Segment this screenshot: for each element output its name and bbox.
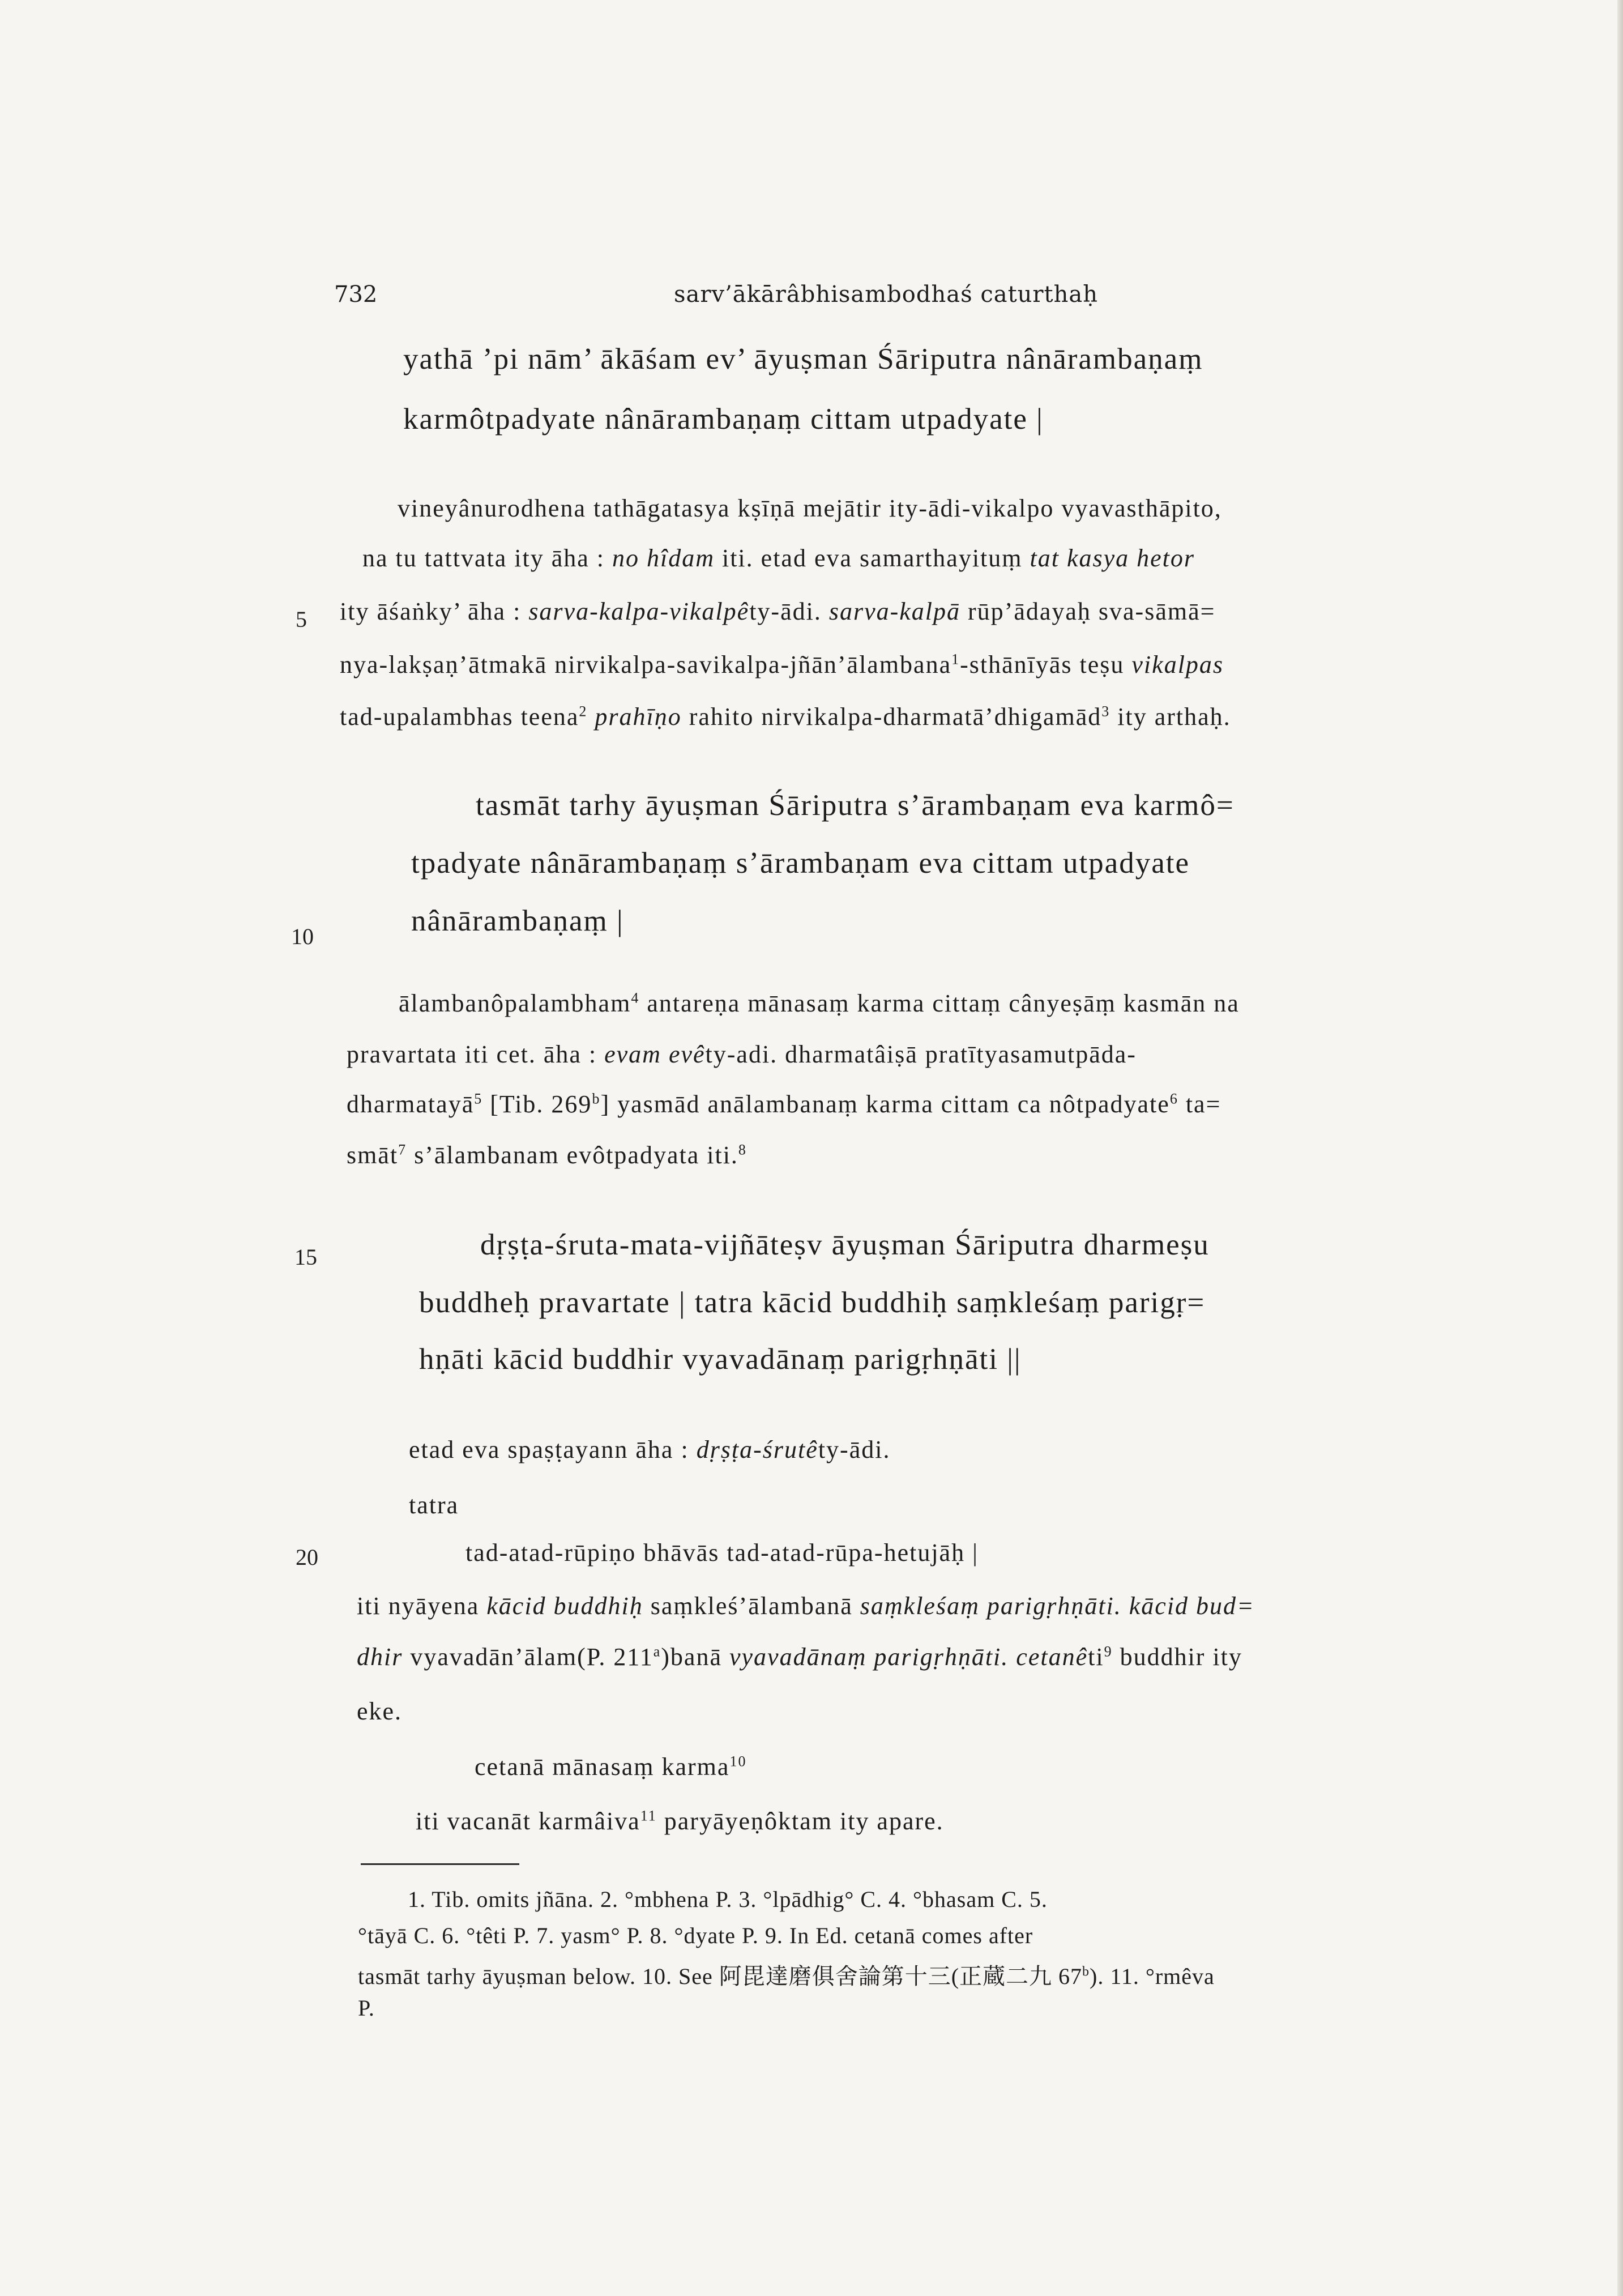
- footnote-ref: 8: [738, 1141, 747, 1158]
- commentary-line: [340, 597, 1215, 626]
- commentary-text: smāt: [347, 1141, 399, 1169]
- commentary-italic: tat kasya hetor: [1030, 544, 1195, 572]
- footnote-text: °tāyā C. 6. °têti P. 7. yasm° P. 8. °dyate P. 9. In Ed. cetanā comes after: [358, 1923, 1033, 1948]
- footnote-text: tasmāt tarhy āyuṣman below. 10. See 阿毘達磨俱舍論第十三(正蔵二九 67: [358, 1964, 1083, 1989]
- commentary-text: ta=: [1185, 1090, 1221, 1118]
- commentary-text: ity āśaṅky’ āha :: [340, 598, 522, 625]
- commentary-line: [399, 989, 1240, 1018]
- commentary-text: pravartata iti cet. āha :: [347, 1040, 597, 1068]
- page-number: 732: [334, 281, 378, 308]
- sutra-line: [476, 788, 1235, 822]
- commentary-italic: vyavadānaṃ parigṛhṇāti.: [729, 1643, 1009, 1671]
- commentary-text: )banā: [661, 1643, 722, 1671]
- sutra-line: [403, 402, 1044, 436]
- commentary-line: [362, 544, 1195, 573]
- commentary-line: [347, 1141, 747, 1170]
- footnote-ref: 11: [640, 1807, 657, 1824]
- commentary-line: [357, 1697, 402, 1726]
- commentary-text: iṣā pratītyasamutpāda-: [886, 1040, 1137, 1068]
- footnote-text: 1. Tib. omits jñāna. 2. °mbhena P. 3. °lpādhig° C. 4. °bhasam C. 5.: [408, 1887, 1048, 1912]
- commentary-text: vyavadān’ālam(P. 211: [410, 1643, 654, 1671]
- footnote-text: P.: [358, 1995, 375, 2021]
- commentary-italic: no hîdam: [612, 544, 715, 572]
- commentary-text: ty-ādi.: [818, 1436, 891, 1463]
- commentary-italic: kācid bud=: [1129, 1592, 1255, 1620]
- commentary-text: tad-upalambhas teena: [340, 703, 579, 731]
- footnote-ref: 7: [398, 1141, 407, 1158]
- sutra-text: dṛṣṭa-śruta-mata-vijñāteṣv āyuṣman Śāriputra dharmeṣu: [480, 1228, 1210, 1261]
- sutra-text: karmôtpadyate nânārambaṇaṃ cittam utpadyate |: [403, 403, 1044, 436]
- footnote-ref: 5: [474, 1090, 483, 1107]
- commentary-line: [357, 1642, 1242, 1671]
- commentary-text: buddhir ity: [1120, 1643, 1242, 1671]
- footnote-ref: 9: [1104, 1643, 1113, 1660]
- commentary-text: s’ālambanam evôtpadyata iti.: [414, 1141, 738, 1169]
- commentary-italic: dṛṣṭa-śrutê: [696, 1436, 818, 1463]
- commentary-text: eke.: [357, 1697, 403, 1725]
- commentary-italic: kācid buddhiḥ: [486, 1592, 643, 1620]
- commentary-text: rūp’ādayaḥ sva-sāmā=: [968, 598, 1216, 625]
- folio-side: b: [1082, 1964, 1090, 1979]
- header-title: sarv’ākārâbhisambodhaś caturthaḥ: [674, 281, 1098, 308]
- commentary-italic: saṃkleśaṃ parigṛhṇāti.: [860, 1592, 1122, 1620]
- footnote-rule: [361, 1863, 519, 1865]
- commentary-text: etad eva spaṣṭayann āha :: [409, 1436, 689, 1463]
- footnote-ref: 3: [1101, 703, 1111, 720]
- commentary-text: cetanā mānasaṃ karma: [475, 1753, 730, 1781]
- sutra-text: hṇāti kācid buddhir vyavadānaṃ parigṛhṇāti ||: [419, 1343, 1022, 1376]
- footnote-text: ). 11. °rmêva: [1090, 1964, 1215, 1989]
- sutra-line: [480, 1228, 1210, 1262]
- line-number: 10: [291, 924, 314, 949]
- commentary-text: ity arthaḥ.: [1117, 703, 1231, 731]
- commentary-italic: dhir: [357, 1643, 403, 1671]
- commentary-text: saṃkleś’ālambanā: [650, 1592, 853, 1620]
- footnote-ref: 6: [1169, 1090, 1178, 1107]
- footnote-line: [358, 1922, 1033, 1949]
- sutra-line: [403, 342, 1203, 376]
- commentary-italic: cetanê: [1016, 1643, 1088, 1671]
- commentary-text: ty-adi. dharmatâ: [705, 1040, 887, 1068]
- commentary-text: [Tib. 269: [490, 1090, 592, 1118]
- commentary-text: -sthānīyās teṣu: [960, 651, 1125, 678]
- footnote-line: [358, 1995, 375, 2021]
- sutra-text: buddheḥ pravartate | tatra kācid buddhiḥ saṃkleśaṃ parigṛ=: [419, 1286, 1206, 1319]
- commentary-line: [416, 1807, 944, 1836]
- commentary-text: na tu tattvata ity āha :: [362, 544, 605, 572]
- sutra-line: [411, 846, 1190, 880]
- folio-side: a: [653, 1643, 661, 1660]
- commentary-text: iti nyāyena: [357, 1592, 480, 1620]
- commentary-text: ti: [1088, 1643, 1104, 1671]
- sutra-text: nânārambaṇaṃ |: [411, 904, 624, 937]
- commentary-italic: sarva-kalpa-vikalpê: [528, 598, 750, 625]
- folio-side: b: [592, 1090, 601, 1107]
- commentary-line: [465, 1538, 979, 1567]
- sutra-line: [411, 904, 624, 938]
- sutra-line: [419, 1286, 1205, 1320]
- commentary-italic: evam evê: [604, 1040, 706, 1068]
- commentary-line: [340, 702, 1231, 731]
- line-number: 5: [296, 607, 307, 632]
- commentary-text: iti. etad eva samarthayituṃ: [721, 544, 1023, 572]
- sutra-line: [419, 1342, 1021, 1376]
- running-header: [334, 281, 1444, 321]
- commentary-text: ] yasmād anālambanaṃ karma cittam ca nôtpadyate: [600, 1090, 1170, 1118]
- commentary-line: [357, 1591, 1255, 1620]
- commentary-text: paryāyeṇôktam ity apare.: [664, 1807, 944, 1835]
- line-number: 15: [294, 1244, 317, 1270]
- commentary-line: [475, 1752, 746, 1781]
- commentary-text: tad-atad-rūpiṇo bhāvās tad-atad-rūpa-hetujāḥ |: [465, 1539, 979, 1567]
- commentary-text: vineyânurodhena tathāgatasya kṣīṇā mejātir ity-ādi-vikalpo vyavasthāpito,: [398, 494, 1222, 522]
- commentary-text: ālambanôpalambham: [399, 989, 631, 1017]
- commentary-text: tatra: [409, 1491, 459, 1519]
- footnote-ref: 1: [951, 651, 960, 668]
- commentary-text: dharmatayā: [347, 1090, 475, 1118]
- footnote-line: [408, 1886, 1048, 1913]
- commentary-line: [347, 1040, 1137, 1069]
- footnote-ref: 10: [729, 1753, 747, 1770]
- line-number: 20: [296, 1544, 318, 1570]
- commentary-text: iti vacanāt karmâiva: [416, 1807, 640, 1835]
- sutra-text: tasmāt tarhy āyuṣman Śāriputra s’ārambaṇam eva karmô=: [476, 789, 1235, 822]
- commentary-italic: vikalpas: [1131, 651, 1224, 678]
- commentary-text: rahito nirvikalpa-dharmatā’dhigamād: [689, 703, 1102, 731]
- footnote-line: [358, 1958, 1215, 1991]
- commentary-line: [398, 494, 1222, 523]
- footnote-ref: 2: [579, 703, 588, 720]
- commentary-text: ty-ādi.: [749, 598, 822, 625]
- sutra-text: yathā ’pi nām’ ākāśam ev’ āyuṣman Śāriputra nânārambaṇaṃ: [403, 343, 1203, 375]
- sutra-text: tpadyate nânārambaṇaṃ s’ārambaṇam eva cittam utpadyate: [411, 847, 1190, 880]
- commentary-italic: sarva-kalpā: [828, 598, 961, 625]
- commentary-text: antareṇa mānasaṃ karma cittaṃ cânyeṣāṃ kasmān na: [647, 989, 1240, 1017]
- commentary-text: nya-lakṣaṇ’ātmakā nirvikalpa-savikalpa-jñān’ālambana: [340, 651, 952, 678]
- commentary-line: [347, 1090, 1221, 1119]
- commentary-line: [409, 1491, 459, 1520]
- commentary-line: [409, 1435, 890, 1464]
- page-edge: [1617, 0, 1623, 2296]
- commentary-italic: prahīṇo: [595, 703, 682, 731]
- commentary-line: [340, 650, 1224, 679]
- footnote-ref: 4: [631, 989, 640, 1006]
